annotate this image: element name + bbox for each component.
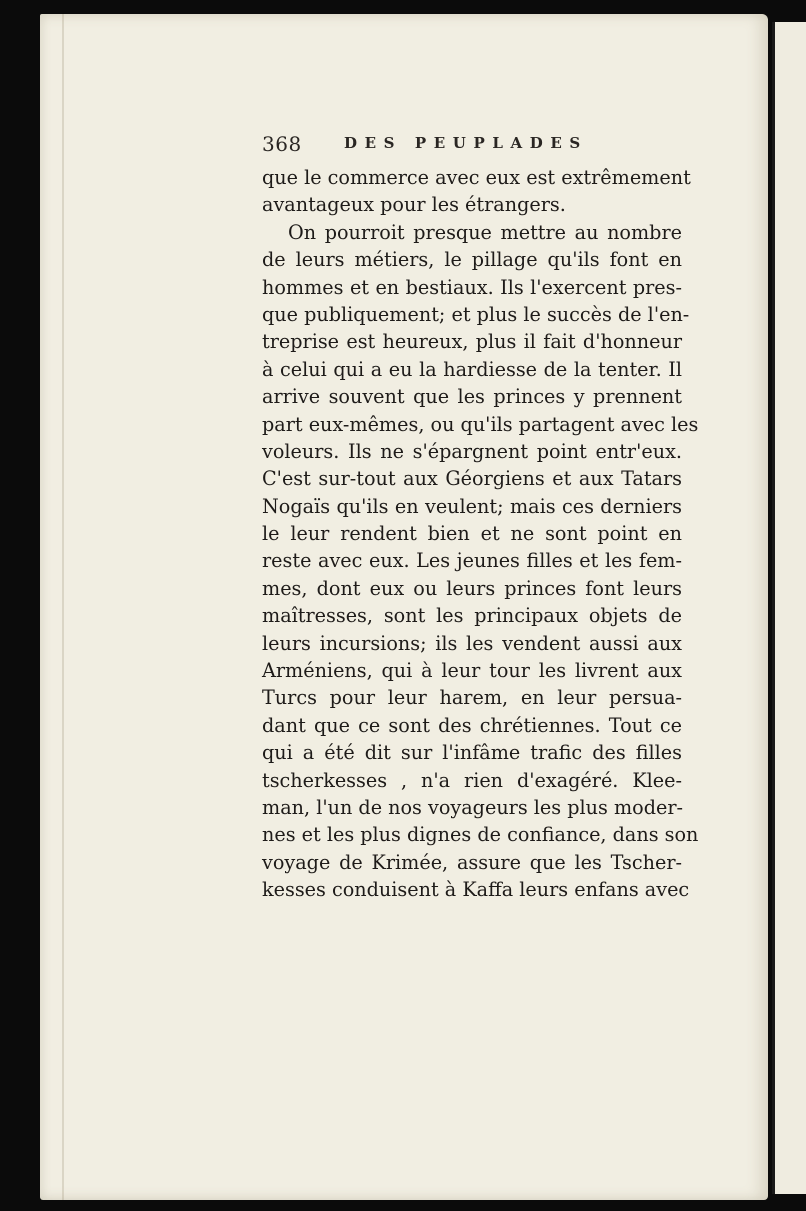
- page-header: [262, 132, 692, 158]
- text-line: maîtresses, sont les principaux objets de: [262, 604, 682, 628]
- text-line: arrive souvent que les princes y prennent: [262, 385, 682, 409]
- text-line: leurs incursions; ils les vendent aussi aux: [262, 631, 682, 655]
- running-title: DES PEUPLADES: [344, 134, 588, 152]
- text-line: Nogaïs qu'ils en veulent; mais ces derniers: [262, 494, 682, 518]
- text-line: avantageux pour les étrangers.: [262, 193, 566, 217]
- text-line: treprise est heureux, plus il fait d'honneur: [262, 330, 682, 354]
- text-line: qui a été dit sur l'infâme trafic des filles: [262, 741, 682, 765]
- text-line: Arméniens, qui à leur tour les livrent aux: [262, 659, 682, 683]
- text-line: voyage de Krimée, assure que les Tscher-: [262, 850, 682, 874]
- text-line: part eux-mêmes, ou qu'ils partagent avec les: [262, 412, 699, 436]
- text-line: C'est sur-tout aux Géorgiens et aux Tatars: [262, 467, 682, 491]
- text-line: tscherkesses , n'a rien d'exagéré. Klee-: [262, 768, 682, 792]
- text-line: hommes et en bestiaux. Ils l'exercent pres-: [262, 275, 682, 299]
- text-line: le leur rendent bien et ne sont point en: [262, 522, 682, 546]
- text-line: reste avec eux. Les jeunes filles et les fem-: [262, 549, 682, 573]
- text-line: kesses conduisent à Kaffa leurs enfans avec: [262, 878, 690, 902]
- page-number: 368: [262, 132, 302, 156]
- adjacent-page-edge: [772, 22, 806, 1194]
- body-text: [262, 164, 699, 904]
- text-line: à celui qui a eu la hardiesse de la tenter. Il: [262, 357, 682, 381]
- text-line: que publiquement; et plus le succès de l'en-: [262, 302, 690, 326]
- text-line: dant que ce sont des chrétiennes. Tout ce: [262, 713, 682, 737]
- text-line: de leurs métiers, le pillage qu'ils font en: [262, 248, 682, 272]
- text-line: Turcs pour leur harem, en leur persua-: [262, 686, 682, 710]
- text-line: man, l'un de nos voyageurs les plus moder-: [262, 795, 683, 819]
- text-line: nes et les plus dignes de confiance, dans son: [262, 823, 699, 847]
- text-line: voleurs. Ils ne s'épargnent point entr'eux.: [262, 439, 682, 463]
- text-line: mes, dont eux ou leurs princes font leurs: [262, 576, 682, 600]
- text-line: que le commerce avec eux est extrêmement: [262, 166, 691, 189]
- text-line: On pourroit presque mettre au nombre: [288, 220, 682, 244]
